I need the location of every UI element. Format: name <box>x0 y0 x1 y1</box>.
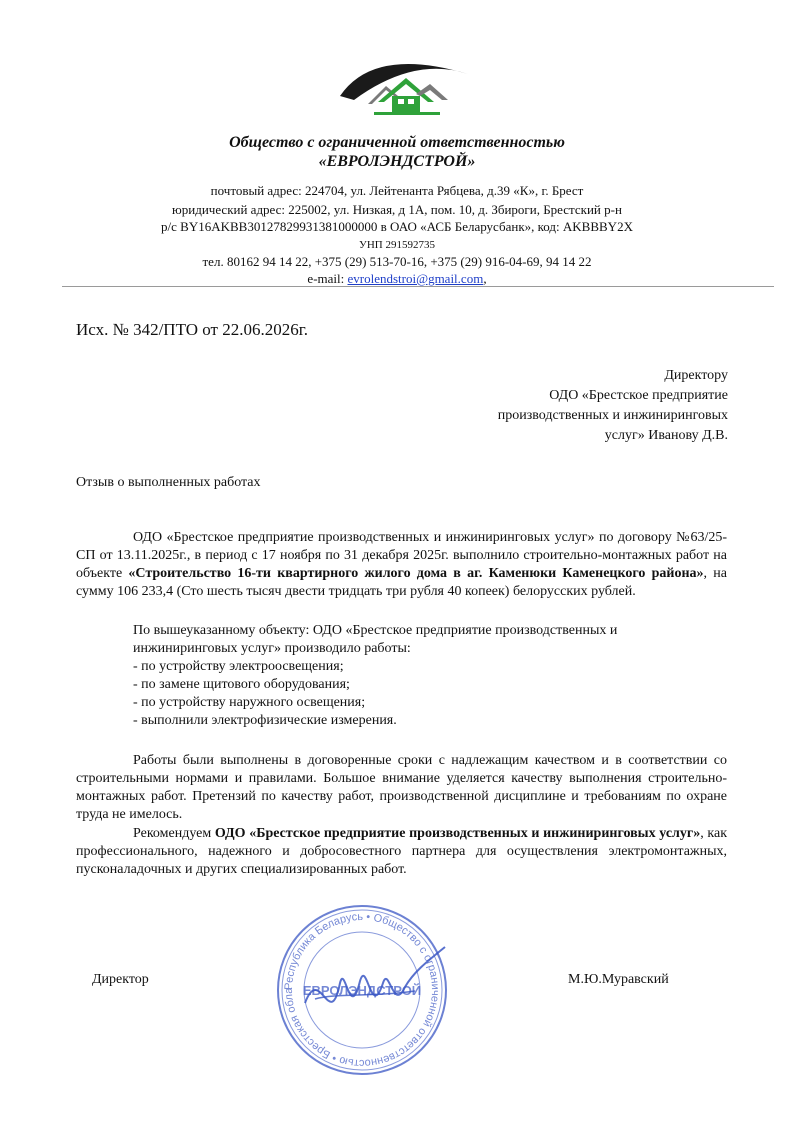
stamp-center-text: ЕВРОЛЭНДСТРОЙ <box>302 983 422 998</box>
legal-address: юридический адрес: 225002, ул. Низкая, д 1А, пом. 10, д. Збироги, Брестский р-н <box>172 202 622 217</box>
addressee-line: Директору <box>664 368 728 383</box>
signature-name: М.Ю.Муравский <box>568 972 669 987</box>
company-stamp <box>275 903 449 1077</box>
paragraph-3 <box>76 825 727 879</box>
works-item: - по устройству наружного освещения; <box>133 695 366 710</box>
unp: УНП 291592735 <box>359 239 435 251</box>
paragraph-3-text-end: , как профессионального, надежного и добросовестного партнера для осуществления электромонтажных, пусконаладочных и других специализированных работ. <box>76 826 727 877</box>
email-link[interactable]: evrolendstroi@gmail.com <box>347 271 484 286</box>
paragraph-1 <box>76 529 727 601</box>
works-intro: По вышеуказанному объекту: ОДО «Брестское предприятие производственных и <box>133 623 618 638</box>
company-name-line2: «ЕВРОЛЭНДСТРОЙ» <box>318 153 476 170</box>
bank-account: р/с BY16AKBB30127829931381000000 в ОАО «АСБ Беларусбанк», код: AKBBBY2X <box>161 219 633 234</box>
company-logo <box>334 56 474 122</box>
letter-subject: Отзыв о выполненных работах <box>76 475 261 490</box>
addressee-line: производственных и инжиниринговых <box>497 408 728 423</box>
object-name: «Строительство 16-ти квартирного жилого дома в аг. Каменюки Каменецкого района» <box>128 566 704 581</box>
addressee-line: ОДО «Брестское предприятие <box>549 388 728 403</box>
company-name-line1: Общество с ограниченной ответственностью <box>229 134 565 151</box>
email-suffix: , <box>483 271 487 286</box>
paragraph-1-text-end: , на сумму 106 233,4 (Сто шесть тысяч двести тридцать три рубля 40 копеек) белорусских рублей. <box>76 566 727 599</box>
works-intro: инжиниринговых услуг» производило работы: <box>133 641 411 656</box>
postal-address: почтовый адрес: 224704, ул. Лейтенанта Рябцева, д.39 «К», г. Брест <box>210 183 584 198</box>
paragraph-3-text: Рекомендуем <box>133 826 215 841</box>
works-item: - по устройству электроосвещения; <box>133 659 344 674</box>
email-label: e-mail: <box>307 271 348 286</box>
paragraph-1-text: ОДО «Брестское предприятие производственных и инжиниринговых услуг» по договору №63/25-СП от 13.11.2025г., в период с 17 ноября по 31 декабря 2025г. выполнило строительно-монтажных работ на объекте <box>76 530 727 581</box>
works-item: - выполнили электрофизические измерения. <box>133 713 397 728</box>
phones: тел. 80162 94 14 22, +375 (29) 513-70-16, +375 (29) 916-04-69, 94 14 22 <box>202 254 592 269</box>
addressee-block <box>498 366 728 446</box>
works-item: - по замене щитового оборудования; <box>133 677 350 692</box>
recommended-company: ОДО «Брестское предприятие производственных и инжиниринговых услуг» <box>214 826 701 841</box>
paragraph-2: Работы были выполнены в договоренные сроки с надлежащим качеством и в соответствии со строительными нормами и правилами. Большое внимание уделяется качеству выполнения строительно-монтажных работ. Претензий по качеству работ, производственной дисциплине и требованиям по охране труда не имелось. <box>76 753 727 822</box>
works-list <box>133 622 733 730</box>
signature-title: Директор <box>92 972 149 987</box>
stamp-outer-text: Республика Беларусь • Общество с ограниченной ответственностью • Брестская обла <box>282 910 442 1070</box>
email-line <box>0 271 794 287</box>
outgoing-reference: Исх. № 342/ПТО от 22.06.2026г. <box>76 320 309 339</box>
addressee-line: услуг» Иванову Д.В. <box>604 428 728 443</box>
header-divider <box>62 286 774 287</box>
